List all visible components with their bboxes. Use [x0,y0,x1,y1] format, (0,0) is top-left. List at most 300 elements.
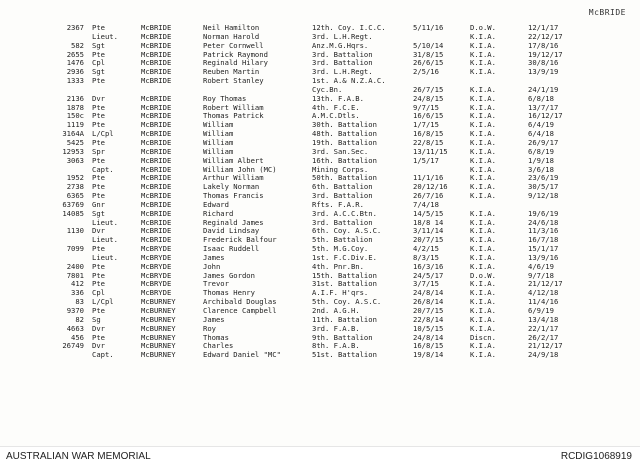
enlistment-date: 31/8/15 [413,50,444,59]
unit: 2nd. A.G.H. [312,307,360,315]
enlistment-date: 14/5/15 [413,209,444,218]
surname: McBURNEY [141,307,176,315]
fate: K.I.A. [470,183,496,192]
record-row [0,112,640,121]
record-row [0,33,640,42]
record-row [0,51,640,60]
fate-date: 13/7/17 [528,103,559,112]
surname: McBRYDE [141,253,172,262]
fate: K.I.A. [470,32,496,41]
surname-index-tag: McBRIDE [588,8,626,17]
given-names: Trevor [203,280,229,289]
surname: McBRYDE [141,271,172,280]
fate-date: 6/8/18 [528,94,554,103]
given-names: Thomas Patrick [203,112,264,121]
given-names: David Lindsay [203,227,260,236]
enlistment-date: 5/10/14 [413,41,444,50]
given-names: Norman Harold [203,32,260,41]
rank: Pte [92,156,105,165]
surname: McBRIDE [141,200,172,209]
surname: McBRIDE [141,174,172,183]
service-number: 2367 [66,24,84,32]
service-number: 336 [71,289,84,298]
document-id: RCDIG1068919 [560,451,632,462]
rank: Capt. [92,165,114,174]
unit: 8th. F.A.B. [312,342,360,351]
fate-date: 22/1/17 [528,324,559,333]
given-names: Edward Daniel "MC" [203,351,281,360]
given-names: Frederick Balfour [203,236,277,245]
enlistment-date: 9/7/15 [413,103,439,112]
rank: Gnr [92,200,105,209]
service-number: 1476 [66,59,84,68]
rank: Pte [92,174,105,183]
fate-date: 24/1/19 [528,85,559,94]
unit: 16th. Battalion [312,156,377,165]
rank: Sgt [92,41,105,50]
surname: McBRIDE [141,50,172,59]
given-names: Thomas [203,333,229,342]
rank: Pte [92,245,105,254]
service-number: 1878 [66,103,84,112]
unit: 3rd. F.A.B. [312,324,360,333]
fate-date: 24/6/18 [528,218,559,227]
rank: Cpl [92,289,105,298]
given-names: Reuben Martin [203,68,260,77]
service-number: 14085 [62,209,84,218]
rank: Pte [92,138,105,147]
unit: 6th. Battalion [312,183,373,192]
enlistment-date: 18/8 14 [413,218,444,227]
surname: McBRIDE [141,94,172,103]
fate-date: 9/7/18 [528,271,554,280]
enlistment-date: 20/12/16 [413,183,448,192]
fate-date: 19/12/17 [528,50,563,59]
rank: Cpl [92,59,105,68]
fate: K.I.A. [470,209,496,218]
rank: Lieut. [92,253,118,262]
given-names: Reginald James [203,218,264,227]
fate-date: 21/12/17 [528,342,563,351]
fate: K.I.A. [470,324,496,333]
surname: McBURNEY [141,351,176,360]
record-row [0,325,640,334]
enlistment-date: 24/5/17 [413,271,444,280]
rank: Dvr [92,342,105,351]
service-number: 6365 [66,192,84,201]
record-row [0,272,640,281]
service-number: 1333 [66,77,84,86]
service-number: 4663 [66,324,84,333]
given-names: William [203,138,234,147]
fate: D.o.W. [470,271,496,280]
fate: D.o.W. [470,24,496,32]
unit: 3rd. San.Sec. [312,147,369,156]
record-row [0,342,640,351]
fate-date: 9/12/18 [528,192,559,201]
fate-date: 23/6/19 [528,174,559,183]
unit: 3rd. Battalion [312,50,373,59]
rank: Sgt [92,209,105,218]
record-row [0,121,640,130]
rank: Pte [92,307,105,315]
surname: McBRIDE [141,130,172,139]
unit: 1st. F.C.Div.E. [312,253,377,262]
rank: Pte [92,192,105,201]
rank: Sgt [92,68,105,77]
fate-date: 26/2/17 [528,333,559,342]
unit: 31st. Battalion [312,280,377,289]
enlistment-date: 19/8/14 [413,351,444,360]
enlistment-date: 1/5/17 [413,156,439,165]
given-names: Charles [203,342,234,351]
surname: McBRIDE [141,59,172,68]
fate-date: 6/4/18 [528,130,554,139]
service-number: 456 [71,333,84,342]
surname: McBRIDE [141,183,172,192]
fate: K.I.A. [470,351,496,360]
record-row [0,201,640,210]
enlistment-date: 11/1/16 [413,174,444,183]
rank: Spr [92,147,105,156]
fate: K.I.A. [470,41,496,50]
surname: McBRIDE [141,138,172,147]
enlistment-date: 3/11/14 [413,227,444,236]
surname: McBRIDE [141,103,172,112]
record-row [0,307,640,316]
surname: McBRIDE [141,77,172,86]
record-row [0,280,640,289]
unit: 4th. F.C.E. [312,103,360,112]
record-row [0,77,640,86]
rank: Pte [92,77,105,86]
rank: Capt. [92,351,114,360]
given-names: Isaac Ruddell [203,245,260,254]
unit: 3rd. Battalion [312,59,373,68]
service-number: 3164A [62,130,84,139]
unit: 19th. Battalion [312,138,377,147]
fate-date: 16/12/17 [528,112,563,121]
unit: 50th. Battalion [312,174,377,183]
unit: 3rd. A.C.C.Btn. [312,209,377,218]
surname: McBRYDE [141,280,172,289]
given-names: Robert William [203,103,264,112]
record-row [0,166,640,175]
given-names: Arthur William [203,174,264,183]
record-row [0,245,640,254]
record-row [0,236,640,245]
enlistment-date: 16/8/15 [413,342,444,351]
fate: K.I.A. [470,253,496,262]
record-row [0,227,640,236]
given-names: Archibald Douglas [203,298,277,307]
record-row [0,42,640,51]
fate: K.I.A. [470,147,496,156]
given-names: James [203,315,225,324]
given-names: Richard [203,209,234,218]
rank: Pte [92,50,105,59]
unit: 3rd. L.H.Regt. [312,68,373,77]
given-names: William [203,121,234,130]
fate-date: 24/9/18 [528,351,559,360]
surname: McBRIDE [141,68,172,77]
record-row [0,351,640,360]
fate: K.I.A. [470,121,496,130]
record-row [0,104,640,113]
rank: Lieut. [92,236,118,245]
unit: 11th. Battalion [312,315,377,324]
service-number: 7099 [66,245,84,254]
fate-date: 26/9/17 [528,138,559,147]
fate: K.I.A. [470,307,496,315]
record-row [0,130,640,139]
unit: Cyc.Bn. [312,85,343,94]
service-number: 9370 [66,307,84,315]
enlistment-date: 26/7/15 [413,85,444,94]
surname: McBRYDE [141,245,172,254]
rank: Pte [92,24,105,32]
surname: McBRIDE [141,32,172,41]
rank: Pte [92,103,105,112]
surname: McBRYDE [141,262,172,271]
surname: McBRIDE [141,165,172,174]
enlistment-date: 10/5/15 [413,324,444,333]
rank: Pte [92,271,105,280]
fate: K.I.A. [470,298,496,307]
fate: K.I.A. [470,50,496,59]
rank: Dvr [92,324,105,333]
rank: L/Cpl [92,298,114,307]
unit: 4th. Pnr.Bn. [312,262,364,271]
fate: K.I.A. [470,130,496,139]
record-row [0,148,640,157]
surname: McBRIDE [141,41,172,50]
given-names: William Albert [203,156,264,165]
service-number: 63769 [62,200,84,209]
rank: Pte [92,112,105,121]
fate-date: 13/9/19 [528,68,559,77]
record-row [0,192,640,201]
enlistment-date: 26/7/16 [413,192,444,201]
fate: K.I.A. [470,289,496,298]
unit: 3rd. L.H.Regt. [312,32,373,41]
fate-date: 30/8/16 [528,59,559,68]
surname: McBRIDE [141,112,172,121]
unit: 48th. Battalion [312,130,377,139]
surname: McBURNEY [141,324,176,333]
service-number: 1119 [66,121,84,130]
record-row [0,219,640,228]
surname: McBURNEY [141,342,176,351]
service-number: 2136 [66,94,84,103]
service-number: 3063 [66,156,84,165]
fate: K.I.A. [470,165,496,174]
service-number: 2400 [66,262,84,271]
enlistment-date: 2/5/16 [413,68,439,77]
surname: McBRIDE [141,236,172,245]
rank: Dvr [92,94,105,103]
enlistment-date: 3/7/15 [413,280,439,289]
fate: K.I.A. [470,85,496,94]
record-row [0,289,640,298]
enlistment-date: 13/11/15 [413,147,448,156]
service-number: 1130 [66,227,84,236]
given-names: Thomas Francis [203,192,264,201]
unit: A.M.C.Dtls. [312,112,360,121]
fate: K.I.A. [470,174,496,183]
unit: 3rd. Battalion [312,218,373,227]
fate: K.I.A. [470,262,496,271]
archive-footer [0,446,640,467]
fate-date: 12/1/17 [528,24,559,32]
given-names: Reginald Hilary [203,59,268,68]
record-row [0,183,640,192]
unit: 30th. Battalion [312,121,377,130]
fate: K.I.A. [470,227,496,236]
given-names: Lakely Norman [203,183,260,192]
given-names: Roy [203,324,216,333]
service-number: 412 [71,280,84,289]
fate-date: 21/12/17 [528,280,563,289]
fate-date: 13/4/18 [528,315,559,324]
rank: Lieut. [92,218,118,227]
fate-date: 22/12/17 [528,32,563,41]
service-number: 82 [75,315,84,324]
enlistment-date: 24/8/14 [413,289,444,298]
fate-date: 30/5/17 [528,183,559,192]
fate: K.I.A. [470,280,496,289]
enlistment-date: 22/8/15 [413,138,444,147]
enlistment-date: 16/6/15 [413,112,444,121]
rank: Pte [92,280,105,289]
surname: McBRYDE [141,289,172,298]
archive-name: AUSTRALIAN WAR MEMORIAL [6,451,151,462]
given-names: William John (MC) [203,165,277,174]
service-number: 2936 [66,68,84,77]
unit: Mining Corps. [312,165,369,174]
rank: Sg [92,315,101,324]
fate: K.I.A. [470,245,496,254]
fate-date: 4/12/18 [528,289,559,298]
enlistment-date: 24/8/15 [413,94,444,103]
record-row [0,24,640,33]
fate-date: 6/9/19 [528,307,554,315]
record-row [0,68,640,77]
given-names: William [203,147,234,156]
fate: K.I.A. [470,112,496,121]
fate-date: 3/6/18 [528,165,554,174]
record-row [0,174,640,183]
record-list [0,24,640,360]
fate-date: 19/6/19 [528,209,559,218]
record-row [0,254,640,263]
record-row [0,86,640,95]
rank: Pte [92,183,105,192]
rank: Pte [92,262,105,271]
given-names: Thomas Henry [203,289,255,298]
given-names: James Gordon [203,271,255,280]
enlistment-date: 20/7/15 [413,307,444,315]
enlistment-date: 20/7/15 [413,236,444,245]
surname: McBURNEY [141,298,176,307]
fate-date: 1/9/18 [528,156,554,165]
service-number: 83 [75,298,84,307]
fate-date: 4/6/19 [528,262,554,271]
record-row [0,298,640,307]
unit: 9th. Battalion [312,333,373,342]
given-names: Patrick Raymond [203,50,268,59]
record-row [0,334,640,343]
surname: McBRIDE [141,147,172,156]
surname: McBRIDE [141,218,172,227]
fate: K.I.A. [470,192,496,201]
fate: K.I.A. [470,103,496,112]
fate: K.I.A. [470,94,496,103]
fate: K.I.A. [470,218,496,227]
given-names: Edward [203,200,229,209]
record-row [0,263,640,272]
surname: McBRIDE [141,209,172,218]
enlistment-date: 7/4/18 [413,200,439,209]
given-names: William [203,130,234,139]
service-number: 12953 [62,147,84,156]
unit: 3rd. Battalion [312,192,373,201]
unit: Anz.M.G.Hqrs. [312,41,369,50]
unit: 15th. Battalion [312,271,377,280]
unit: 5th. Coy. A.S.C. [312,298,382,307]
given-names: Neil Hamilton [203,24,260,32]
unit: 12th. Coy. I.C.C. [312,24,386,32]
given-names: Clarence Campbell [203,307,277,315]
enlistment-date: 26/6/15 [413,59,444,68]
record-row [0,316,640,325]
unit: Rfts. F.A.R. [312,200,364,209]
record-row [0,157,640,166]
fate-date: 6/4/19 [528,121,554,130]
given-names: James [203,253,225,262]
surname: McBRIDE [141,156,172,165]
record-row [0,210,640,219]
fate: Discn. [470,333,496,342]
enlistment-date: 8/3/15 [413,253,439,262]
unit: 6th. Coy. A.S.C. [312,227,382,236]
unit: A.I.F. H'qrs. [312,289,369,298]
fate: K.I.A. [470,342,496,351]
surname: McBRIDE [141,227,172,236]
rank: Lieut. [92,32,118,41]
surname: McBURNEY [141,333,176,342]
surname: McBURNEY [141,315,176,324]
surname: McBRIDE [141,24,172,32]
enlistment-date: 1/7/15 [413,121,439,130]
unit: 5th. M.G.Coy. [312,245,369,254]
given-names: John [203,262,221,271]
surname: McBRIDE [141,121,172,130]
enlistment-date: 5/11/16 [413,24,444,32]
fate-date: 17/8/16 [528,41,559,50]
fate-date: 13/9/16 [528,253,559,262]
service-number: 582 [71,41,84,50]
record-row [0,59,640,68]
enlistment-date: 24/8/14 [413,333,444,342]
enlistment-date: 22/8/14 [413,315,444,324]
unit: 5th. Battalion [312,236,373,245]
service-number: 5425 [66,138,84,147]
fate-date: 11/4/16 [528,298,559,307]
fate: K.I.A. [470,236,496,245]
service-number: 7801 [66,271,84,280]
service-number: 2655 [66,50,84,59]
